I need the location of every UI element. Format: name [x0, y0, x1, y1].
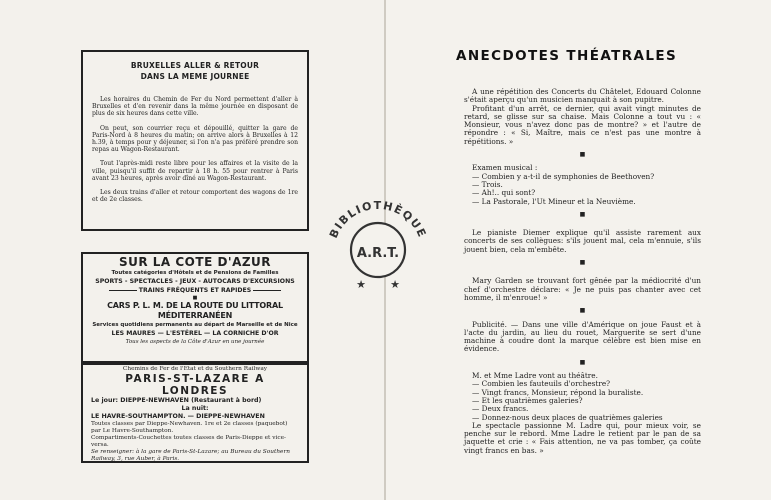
ad-bruxelles-para: On peut, son courrier reçu et dépouillé, quitter la gare de Paris-Nord à 8 heures du matin; on arrive alors à Bruxelles à 12 h.39, à temps pour y déjeuner, si l'on n'a pas préféré prendre son repas au Wagon-Restaurant. [92, 124, 298, 154]
square-ornament: ■ [192, 295, 198, 301]
anecdote-text: — Combien y a-t-il de symphonies de Beethoven? [472, 171, 655, 181]
ad-londres-line: Chemins de Fer de l'Etat et du Southern Railway [122, 366, 268, 372]
ad-londres-night-label: La nuit: [181, 405, 209, 412]
library-stamp [318, 185, 438, 305]
ad-londres-title: PARIS-ST-LAZARE A LONDRES [125, 373, 265, 397]
anecdotes-column [464, 88, 701, 455]
divider [109, 290, 137, 291]
star-icon: ★ [390, 278, 400, 291]
ad-azur-line: TRAINS FRÉQUENTS ET RAPIDES [138, 287, 252, 294]
ad-bruxelles [81, 50, 309, 231]
ad-azur-line-row [87, 286, 303, 295]
anecdote-text: Mary Garden se trouvant fort gênée par la médiocrité d'un chef d'orchestre déclare: « Je ne puis pas chanter avec cet homme, il m'enroue! » [464, 276, 701, 302]
divider [253, 290, 281, 291]
anecdote-text: Le pianiste Diemer explique qu'il assiste rarement aux concerts de ses collègues: s'ils jouent mal, cela m'ennuie, s'ils jouent bien, cela m'embête. [464, 228, 701, 254]
anecdote-text: — La Pastorale, l'Ut Mineur et la Neuvième. [472, 196, 636, 206]
anecdote-text: — Trois. [472, 179, 503, 189]
ad-azur-title: SUR LA COTE D'AZUR [118, 255, 272, 269]
anecdote-text: — Et les quatrièmes galeries? [472, 395, 583, 405]
anecdote-text: Profitant d'un arrêt, ce dernier, qui avait vingt minutes de retard, se glisse sur sa chaise. Mais Colonne a tout vu : « Monsieur, vous n'avez donc pas de montre? » et l'autre de répondre : « Si, Maître, mais ce n'est pas une montre à répétitions. » [464, 103, 701, 146]
anecdote-text: Publicité. — Dans une ville d'Amérique on joue Faust et à l'acte du jardin, au lieu du rouet, Marguerite se sert d'une machine à coudre dont la marque célèbre est bien mise en évidence. [464, 319, 701, 354]
star-icon: ★ [356, 278, 366, 291]
ad-londres-day: Le jour: DIEPPE-NEWHAVEN (Restaurant à bord) [91, 397, 262, 404]
anecdote-text: A une répétition des Concerts du Châtelet, Edouard Colonne s'était aperçu qu'un musicien manquait à son pupitre. [464, 87, 701, 105]
ad-azur-line: SPORTS - SPECTACLES - JEUX - AUTOCARS D'EXCURSIONS [95, 278, 295, 285]
ad-bruxelles-para: Tout l'après-midi reste libre pour les affaires et la visite de la ville, puisqu'il suffit de repartir à 18 h. 55 pour rentrer à Paris avant 23 heures, après avoir dîné au Wagon-Restaurant. [92, 160, 298, 182]
ad-londres-night: LE HAVRE-SOUTHAMPTON. — DIEPPE-NEWHAVEN [91, 413, 265, 420]
anecdote-text: — Donnez-nous deux places de quatrièmes galeries [472, 412, 663, 422]
ad-azur-line: Toutes catégories d'Hôtels et de Pensions de Familles [111, 270, 279, 276]
ad-azur-line: Services quotidiens permanents au départ de Marseille et de Nice [92, 322, 298, 328]
anecdote-text: Le spectacle passionne M. Ladre qui, pour mieux voir, se penche sur le rebord. Mme Ladre le retient par le pan de sa jaquette et crie : « Fais attention, ne va pas tomber, ça coûte vingt francs en bas. » [464, 420, 701, 455]
anecdote-text: — Vingt francs, Monsieur, répond la buraliste. [472, 387, 644, 397]
square-ornament: ■ [579, 151, 586, 159]
ad-azur-line: Tous les aspects de la Côte d'Azur en une journée [125, 339, 265, 345]
stamp-arc-text: BIBLIOTHÈQUE [326, 198, 430, 241]
ad-bruxelles-subtitle: DANS LA MEME JOURNEE [140, 72, 250, 81]
square-ornament: ■ [579, 307, 586, 315]
anecdote-text: — Ah!.. qui sont? [472, 188, 536, 198]
anecdote-text: — Deux francs. [472, 404, 529, 414]
anecdote-text: Examen musical : [472, 163, 538, 173]
ad-cote-azur [81, 252, 309, 365]
ad-bruxelles-para: Les horaires du Chemin de Fer du Nord permettent d'aller à Bruxelles et d'en revenir dans la même journée en disposant de plus de six heures dans cette ville. [92, 96, 298, 118]
ad-londres-line: Toutes classes par Dieppe-Newhaven. 1re et 2e classes (paquebot) par Le Havre-Southampton. [91, 421, 288, 434]
ad-bruxelles-para: Les deux trains d'aller et retour comportent des wagons de 1re et de 2e classes. [92, 189, 298, 204]
square-ornament: ■ [579, 358, 586, 366]
ad-azur-line: LES MAURES — L'ESTÉREL — LA CORNICHE D'OR [111, 330, 279, 337]
ad-londres-line: Se renseigner: à la gare de Paris-St-Lazare; au Bureau du Southern Railway, 3, rue Auber, à Paris. [91, 449, 290, 462]
ad-bruxelles-title: BRUXELLES ALLER & RETOUR [130, 61, 260, 70]
ad-azur-cars: CARS P. L. M. DE LA ROUTE DU LITTORAL MÉDITERRANÉEN [107, 301, 283, 320]
ad-paris-londres [81, 361, 309, 463]
anecdote-text: M. et Mme Ladre vont au théâtre. [472, 371, 598, 381]
stamp-center-text: A.R.T. [356, 246, 400, 261]
ad-londres-line: Compartiments-Couchettes toutes classes de Paris-Dieppe et vice-versa. [91, 435, 286, 448]
page-title: ANECDOTES THÉATRALES [456, 48, 678, 64]
square-ornament: ■ [579, 210, 586, 218]
anecdote-text: — Combien les fauteuils d'orchestre? [472, 379, 611, 389]
square-ornament: ■ [579, 259, 586, 267]
